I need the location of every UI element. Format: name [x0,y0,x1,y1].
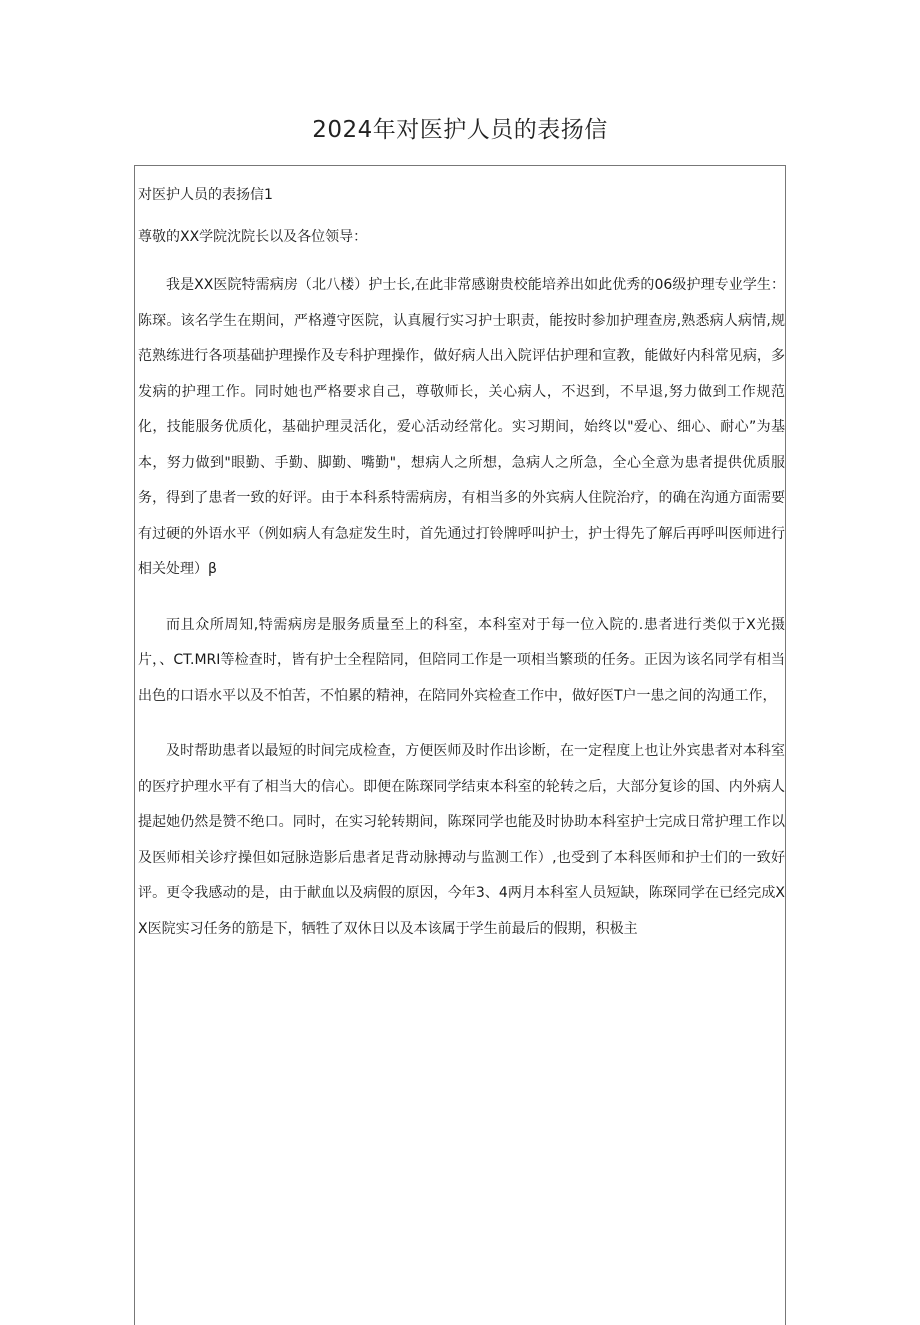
letter-paragraph-2: 而且众所周知,特需病房是服务质量至上的科室，本科室对于每一位入院的.患者进行类似于X光摄片，、CT.MRI等检查时，皆有护士全程陪同，但陪同工作是一项相当繁琐的任务。正因为该名同学有相当出色的口语水平以及不怕苦，不怕累的精神，在陪同外宾检查工作中，做好医T户一患之间的沟通工作， [138,616,785,704]
letter-body [138,184,785,967]
letter-paragraph-1: 我是XX医院特需病房（北八楼）护士长,在此非常感谢贵校能培养出如此优秀的06级护理专业学生：陈琛。该名学生在期间，严格遵守医院，认真履行实习护士职责，能按时参加护理查房,熟悉病人病情,规范熟练进行各项基础护理操作及专科护理操作，做好病人出入院评估护理和宣教，能做好内科常见病，多发病的护理工作。同时她也严格要求自己，尊敬师长，关心病人，不迟到，不早退,努力做到工作规范化，技能服务优质化，基础护理灵活化，爱心活动经常化。实习期间，始终以"爱心、细心、耐心”为基本，努力做到"眼勤、手勤、脚勤、嘴勤"，想病人之所想，急病人之所急，全心全意为患者提供优质服务，得到了患者一致的好评。由于本科系特需病房，有相当多的外宾病人住院治疗，的确在沟通方面需要有过硬的外语水平（例如病人有急症发生时，首先通过打铃牌呼叫护士，护士得先了解后再呼叫医师进行相关处理）β [138,277,785,577]
letter-paragraph-3: 及时帮助患者以最短的时间完成检查，方便医师及时作出诊断，在一定程度上也让外宾患者对本科室的医疗护理水平有了相当大的信心。即便在陈琛同学结束本科室的轮转之后，大部分复诊的国、内外病人提起她仍然是赞不绝口。同时，在实习轮转期间，陈琛同学也能及时协助本科室护士完成日常护理工作以及医师相关诊疗操但如冠脉造影后患者足背动脉搏动与监测工作）,也受到了本科医师和护士们的一致好评。更令我感动的是，由于献血以及病假的原因，今年3、4两月本科室人员短缺，陈琛同学在已经完成XX医院实习任务的筋是下，牺牲了双休日以及本该属于学生前最后的假期，积极主 [138,743,785,937]
document-title: 2024年对医护人员的表扬信 [312,117,608,143]
letter-subtitle: 对医护人员的表扬信1 [138,187,273,203]
letter-salutation: 尊敬的XX学院沈院长以及各位领导： [138,229,368,245]
letter-content-box [134,165,786,1325]
